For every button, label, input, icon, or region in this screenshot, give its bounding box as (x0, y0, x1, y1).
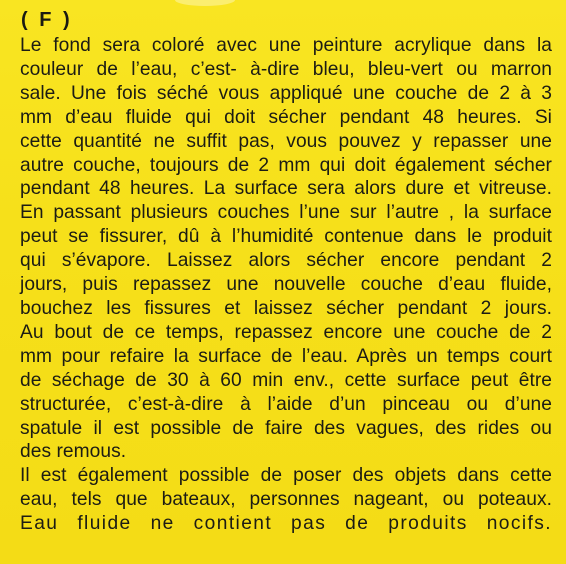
text-line: sale. Une fois séché vous appliqué une couche de 2 à 3 (20, 82, 552, 104)
section-heading: ( F ) (21, 9, 73, 31)
text-line: Eau fluide ne contient pas de produits nocifs. (20, 513, 552, 535)
text-line: qui s’évapore. Laissez alors sécher encore pendant 2 (20, 250, 552, 272)
text-line: mm d’eau fluide qui doit sécher pendant 48 heures. Si (20, 106, 552, 128)
instruction-text (20, 34, 552, 536)
text-line: pendant 48 heures. La surface sera alors dure et vitreuse. (20, 178, 552, 200)
text-line: Le fond sera coloré avec une peinture acrylique dans la (20, 35, 552, 56)
text-line: mm pour refaire la surface de l’eau. Après un temps court (20, 345, 552, 367)
text-line: des remous. (20, 441, 127, 463)
text-line: Au bout de ce temps, repassez encore une couche de 2 (20, 321, 552, 343)
text-line: En passant plusieurs couches l’une sur l’autre , la surface (20, 202, 552, 224)
text-line: peut se fissurer, dû à l’humidité contenue dans le produit (20, 226, 552, 248)
text-line: jours, puis repassez une nouvelle couche d’eau fluide, (20, 274, 552, 296)
text-line: autre couche, toujours de 2 mm qui doit également sécher (20, 154, 552, 176)
text-line: de séchage de 30 à 60 min env., cette surface peut être (20, 369, 552, 391)
text-line: spatule il est possible de faire des vagues, des rides ou (20, 417, 552, 439)
text-line: bouchez les fissures et laissez sécher pendant 2 jours. (20, 297, 552, 319)
text-line: structurée, c’est-à-dire à l’aide d’un pinceau ou d’une (20, 393, 552, 415)
top-edge-smudge (175, 0, 235, 6)
text-line: couleur de l’eau, c’est- à-dire bleu, bleu-vert ou marron (20, 58, 552, 80)
text-line: cette quantité ne suffit pas, vous pouvez y repasser une (20, 130, 552, 152)
text-line: eau, tels que bateaux, personnes nageant, ou poteaux. (20, 489, 552, 511)
text-line: Il est également possible de poser des objets dans cette (20, 465, 552, 487)
